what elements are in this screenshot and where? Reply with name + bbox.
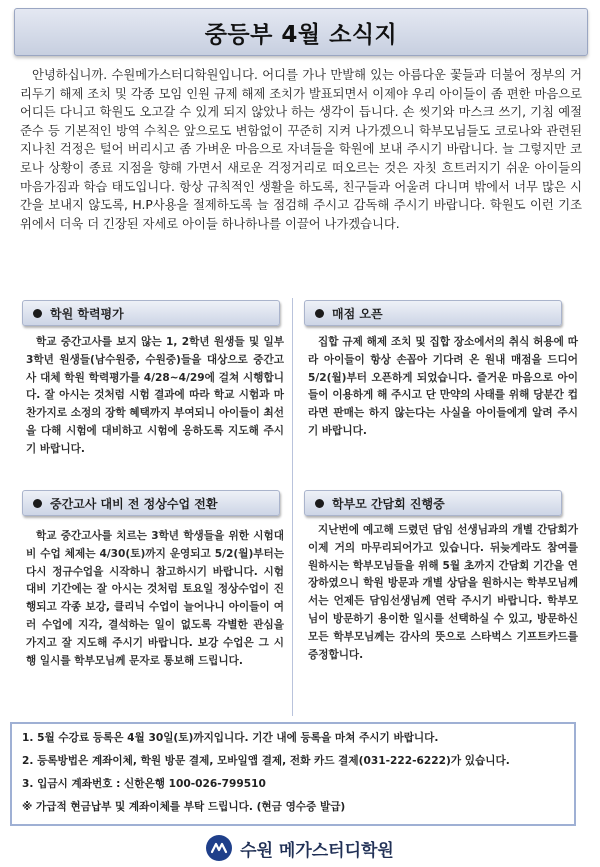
section-body-regular-class: 학교 중간고사를 치르는 3학년 학생들을 위한 시험대비 수업 체제는 4/30(토)까지 운영되고 5/2(월)부터는 다시 정규수업을 시작하니 참고하시기 바랍니다. 시험 대비 기간에는 잘 아시는 것처럼 토요일 정상수업이 진행되고 각종 보강, 클리닉 수업이 늘어나니 아이들이 여러 수업에 지각, 결석하는 일이 없도록 각별한 관심을 가지고 잘 지도해 주시기 바랍니다. 보강 수업은 그 시행 일시를 학부모님께 문자로 통보해 드립니다. [26,530,284,667]
section-body-academy-test: 학교 중간고사를 보지 않는 1, 2학년 원생들 및 일부 3학년 원생들(남수원중, 수원중)들을 대상으로 중간고사 대체 학원 학력평가를 4/28~4/29에 걸쳐 시행합니다. 잘 아시는 것처럼 시험 결과에 따라 학교 시험과 마찬가지로 소정의 장학 혜택까지 부여되니 아이들이 최선을 다해 시험에 대비하고 시험에 응하도록 지도해 주시기 바랍니다. [26,336,284,455]
registration-notice-box [10,722,576,826]
section-body-parent-meeting: 지난번에 예고해 드렸던 담임 선생님과의 개별 간담회가 이제 거의 마무리되어가고 있습니다. 뒤늦게라도 참여를 원하시는 학부모님들을 위해 5월 초까지 간담회 기간을 연장하였으니 학원 방문과 개별 상담을 원하시는 학부모님께서는 언제든 담임선생님께 연락 주시기 바랍니다. 학부모님이 방문하기 용이한 일시를 선택하실 수 있고, 방문하신 모든 학부모님께는 감사의 뜻으로 스타벅스 기프트카드를 증정합니다. [308,524,578,661]
section-header-store-open [304,300,562,326]
section-title: 학원 학력평가 [50,306,124,321]
megastudy-logo-icon [206,835,232,861]
section-title: 중간고사 대비 전 정상수업 전환 [50,496,218,511]
section-header-parent-meeting [304,490,562,516]
page-title: 중등부 4월 소식지 [204,21,398,48]
bullet-icon [33,309,42,318]
footer [0,832,600,864]
section-header-regular-class [22,490,280,516]
bullet-icon [315,309,324,318]
intro-paragraph: 안녕하십니까. 수원메가스터디학원입니다. 어디를 가나 만발해 있는 아름다운 꽃들과 더불어 정부의 거리두기 해제 조치 및 각종 모임 인원 규제 해제 조치가 발표되면서 이제야 우리 아이들이 좀 편한 마음으로 어디든 다니고 학원도 오고갈 수 있게 되지 않았나 하는 생각이 듭니다. 손 씻기와 마스크 쓰기, 기침 예절 준수 등 기본적인 방역 수칙은 앞으로도 변함없이 꾸준히 지켜 나가겠으니 학부모님들도 코로나와 관련된 지나친 걱정은 털어 버리시고 좀 가벼운 마음으로 자녀들을 학원에 보내 주시기 바랍니다. 늘 그렇지만 코로나 상황이 종료 지점을 향해 가면서 새로운 걱정거리로 떠오르는 것은 자칫 흐트러지기 쉬운 아이들의 마음가짐과 학습 태도입니다. 항상 규칙적인 생활을 하도록, 친구들과 어울려 다니며 밖에서 너무 많은 시간을 보내지 않도록, H.P사용을 절제하도록 늘 점검해 주시고 감독해 주시기 바랍니다. 학원도 이런 기조 위에서 더욱 더 긴장된 자세로 아이들 하나하나를 이끌어 나가겠습니다. [20,68,582,231]
section-body-store-open: 집합 규제 해제 조치 및 집합 장소에서의 취식 허용에 따라 아이들이 항상 손꼽아 기다려 온 원내 매점을 드디어 5/2(월)부터 오픈하게 되었습니다. 즐거운 마음으로 아이들이 이용하게 해 주시고 단 만약의 사태를 위해 당분간 컵라면 판매는 하지 않는다는 사실을 아이들에게 알려 주시기 바랍니다. [308,336,578,437]
title-banner [14,8,588,56]
bullet-icon [33,499,42,508]
section-title: 매점 오픈 [332,306,383,321]
notice-line: 1. 5월 수강료 등록은 4월 30일(토)까지입니다. 기간 내에 등록을 마쳐 주시기 바랍니다. [22,732,439,744]
section-title: 학부모 간담회 진행중 [332,496,445,511]
notice-line: 2. 등록방법은 계좌이체, 학원 방문 결제, 모바일앱 결제, 전화 카드 결제(031-222-6222)가 있습니다. [22,755,510,767]
notice-line: 3. 입금시 계좌번호 : 신한은행 100-026-799510 [22,778,266,790]
section-header-academy-test [22,300,280,326]
notice-line: ※ 가급적 현금납부 및 계좌이체를 부탁 드립니다. (현금 영수증 발급) [22,801,346,813]
academy-name: 수원 메가스터디학원 [240,840,394,861]
bullet-icon [315,499,324,508]
column-divider [292,298,293,716]
